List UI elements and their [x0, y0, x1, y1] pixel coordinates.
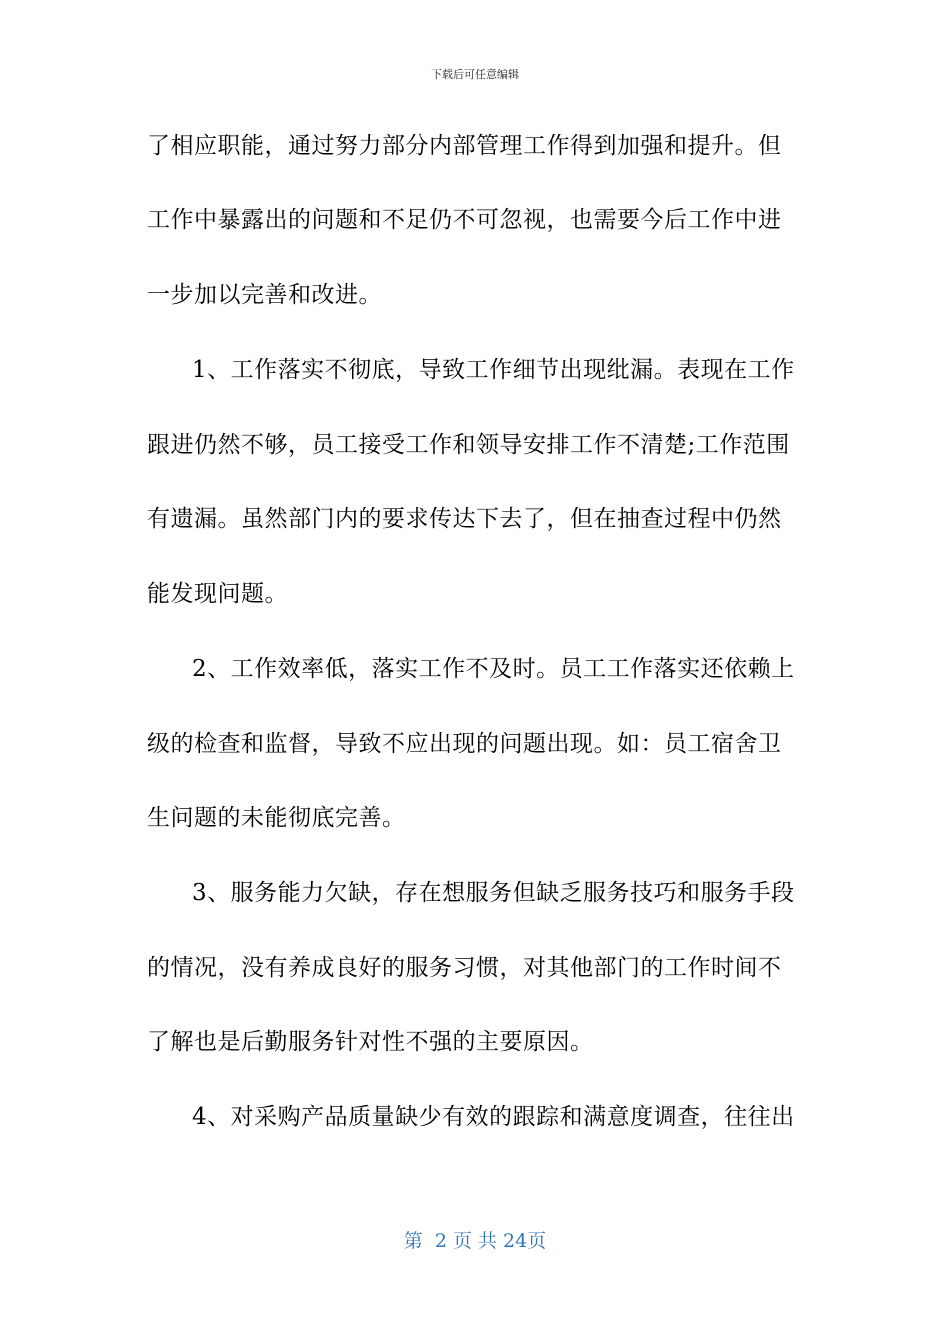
- body-line: 能发现问题。: [147, 581, 288, 607]
- body-line: 4、对采购产品质量缺少有效的跟踪和满意度调查，往往出: [192, 1104, 795, 1130]
- body-line: 级的检查和监督，导致不应出现的问题出现。如：员工宿舍卫: [147, 731, 782, 757]
- body-line: 了相应职能，通过努力部分内部管理工作得到加强和提升。但: [147, 133, 782, 159]
- header-note: 下载后可任意编辑: [431, 68, 519, 81]
- body-line: 工作中暴露出的问题和不足仍不可忽视，也需要今后工作中进: [147, 207, 782, 233]
- body-line: 的情况，没有养成良好的服务习惯，对其他部门的工作时间不: [147, 955, 782, 981]
- body-line: 1、工作落实不彻底，导致工作细节出现纰漏。表现在工作: [192, 357, 795, 383]
- body-line: 了解也是后勤服务针对性不强的主要原因。: [147, 1029, 594, 1055]
- page-number: 第 2 页 共 24页: [403, 1230, 547, 1252]
- body-line: 跟进仍然不够，员工接受工作和领导安排工作不清楚;工作范围: [147, 432, 790, 458]
- body-line: 生问题的未能彻底完善。: [147, 805, 406, 831]
- body-line: 2、工作效率低，落实工作不及时。员工工作落实还依赖上: [192, 656, 795, 682]
- body-line: 3、服务能力欠缺，存在想服务但缺乏服务技巧和服务手段: [192, 880, 795, 906]
- body-line: 一步加以完善和改进。: [147, 282, 382, 308]
- body-line: 有遗漏。虽然部门内的要求传达下去了，但在抽查过程中仍然: [147, 506, 782, 532]
